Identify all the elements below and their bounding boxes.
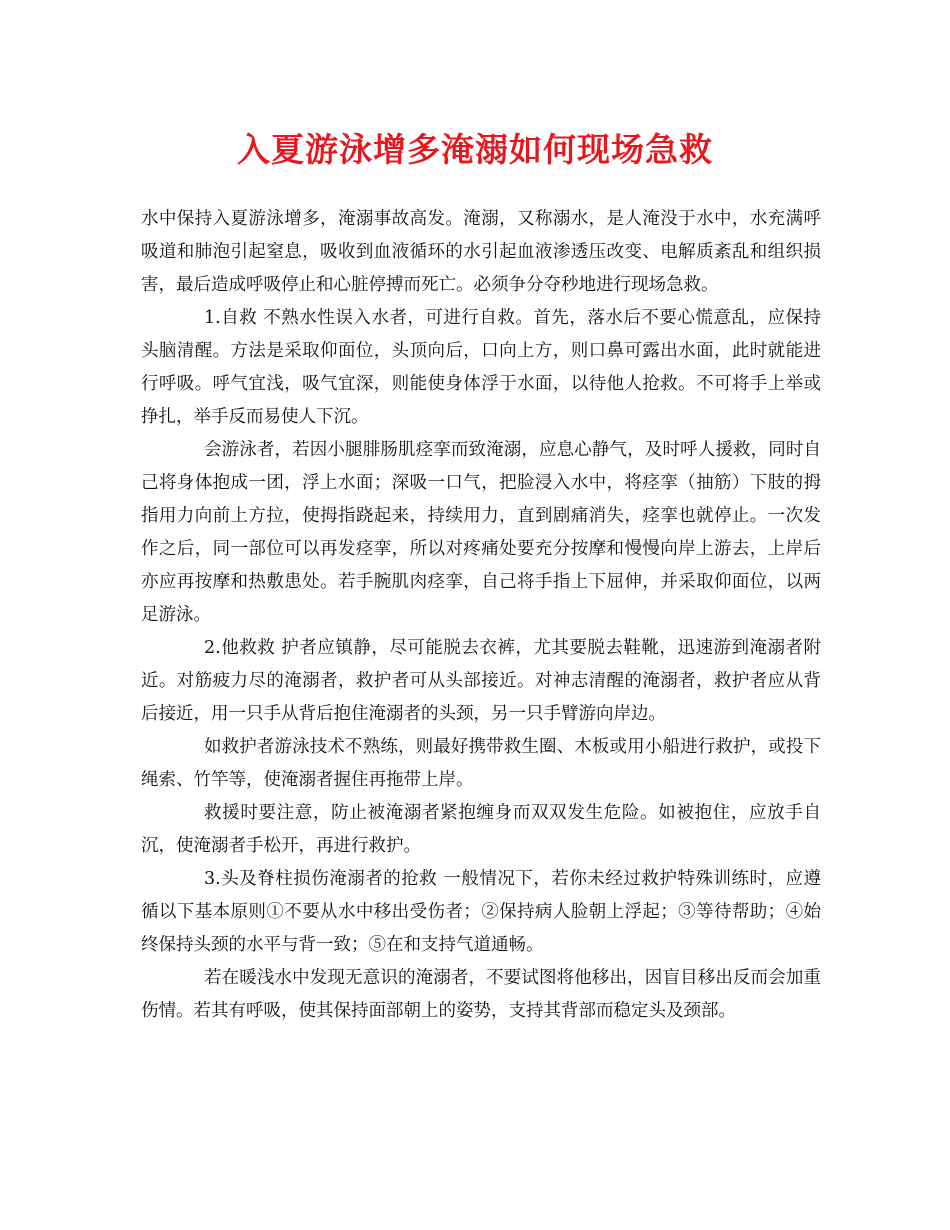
- document-title: 入夏游泳增多淹溺如何现场急救: [237, 130, 713, 169]
- paragraph-shallow-water: 若在暖浅水中发现无意识的淹溺者，不要试图将他移出，因盲目移出反而会加重伤情。若其有呼吸，使其保持面部朝上的姿势，支持其背部而稳定头及颈部。: [141, 968, 821, 1021]
- document-body: [141, 203, 821, 1028]
- paragraph-rescue-others: 2.他救救 护者应镇静，尽可能脱去衣裤，尤其要脱去鞋靴，迅速游到淹溺者附近。对筋疲力尽的淹溺者，救护者可从头部接近。对神志清醒的淹溺者，救护者应从背后接近，用一只手从背后抱住淹溺者的头颈，另一只手臂游向岸边。: [141, 638, 821, 724]
- paragraph-self-rescue: 1.自救 不熟水性误入水者，可进行自救。首先，落水后不要心慌意乱，应保持头脑清醒。方法是采取仰面位，头顶向后，口向上方，则口鼻可露出水面，此时就能进行呼吸。呼气宜浅，吸气宜深，则能使身体浮于水面，以待他人抢救。不可将手上举或挣扎，举手反而易使人下沉。: [141, 308, 821, 427]
- paragraph-rescue-caution: 救援时要注意，防止被淹溺者紧抱缠身而双双发生危险。如被抱住，应放手自沉，使淹溺者手松开，再进行救护。: [141, 803, 821, 856]
- paragraph-spinal-injury: 3.头及脊柱损伤淹溺者的抢救 一般情况下，若你未经过救护特殊训练时，应遵循以下基本原则①不要从水中移出受伤者；②保持病人脸朝上浮起；③等待帮助；④始终保持头颈的水平与背一致；⑤在和支持气道通畅。: [141, 869, 821, 955]
- paragraph-intro: 水中保持入夏游泳增多，淹溺事故高发。淹溺，又称溺水，是人淹没于水中，水充满呼吸道和肺泡引起窒息，吸收到血液循环的水引起血液渗透压改变、电解质紊乱和组织损害，最后造成呼吸停止和心脏停搏而死亡。必须争分夺秒地进行现场急救。: [141, 209, 821, 295]
- paragraph-cramp: 会游泳者，若因小腿腓肠肌痉挛而致淹溺，应息心静气，及时呼人援救，同时自己将身体抱成一团，浮上水面；深吸一口气，把脸浸入水中，将痉挛（抽筋）下肢的拇指用力向前上方拉，使拇指跷起来，持续用力，直到剧痛消失，痉挛也就停止。一次发作之后，同一部位可以再发痉挛，所以对疼痛处要充分按摩和慢慢向岸上游去，上岸后亦应再按摩和热敷患处。若手腕肌肉痉挛，自己将手指上下屈伸，并采取仰面位，以两足游泳。: [141, 440, 821, 625]
- paragraph-rescue-equipment: 如救护者游泳技术不熟练，则最好携带救生圈、木板或用小船进行救护，或投下绳索、竹竿等，使淹溺者握住再拖带上岸。: [141, 737, 821, 790]
